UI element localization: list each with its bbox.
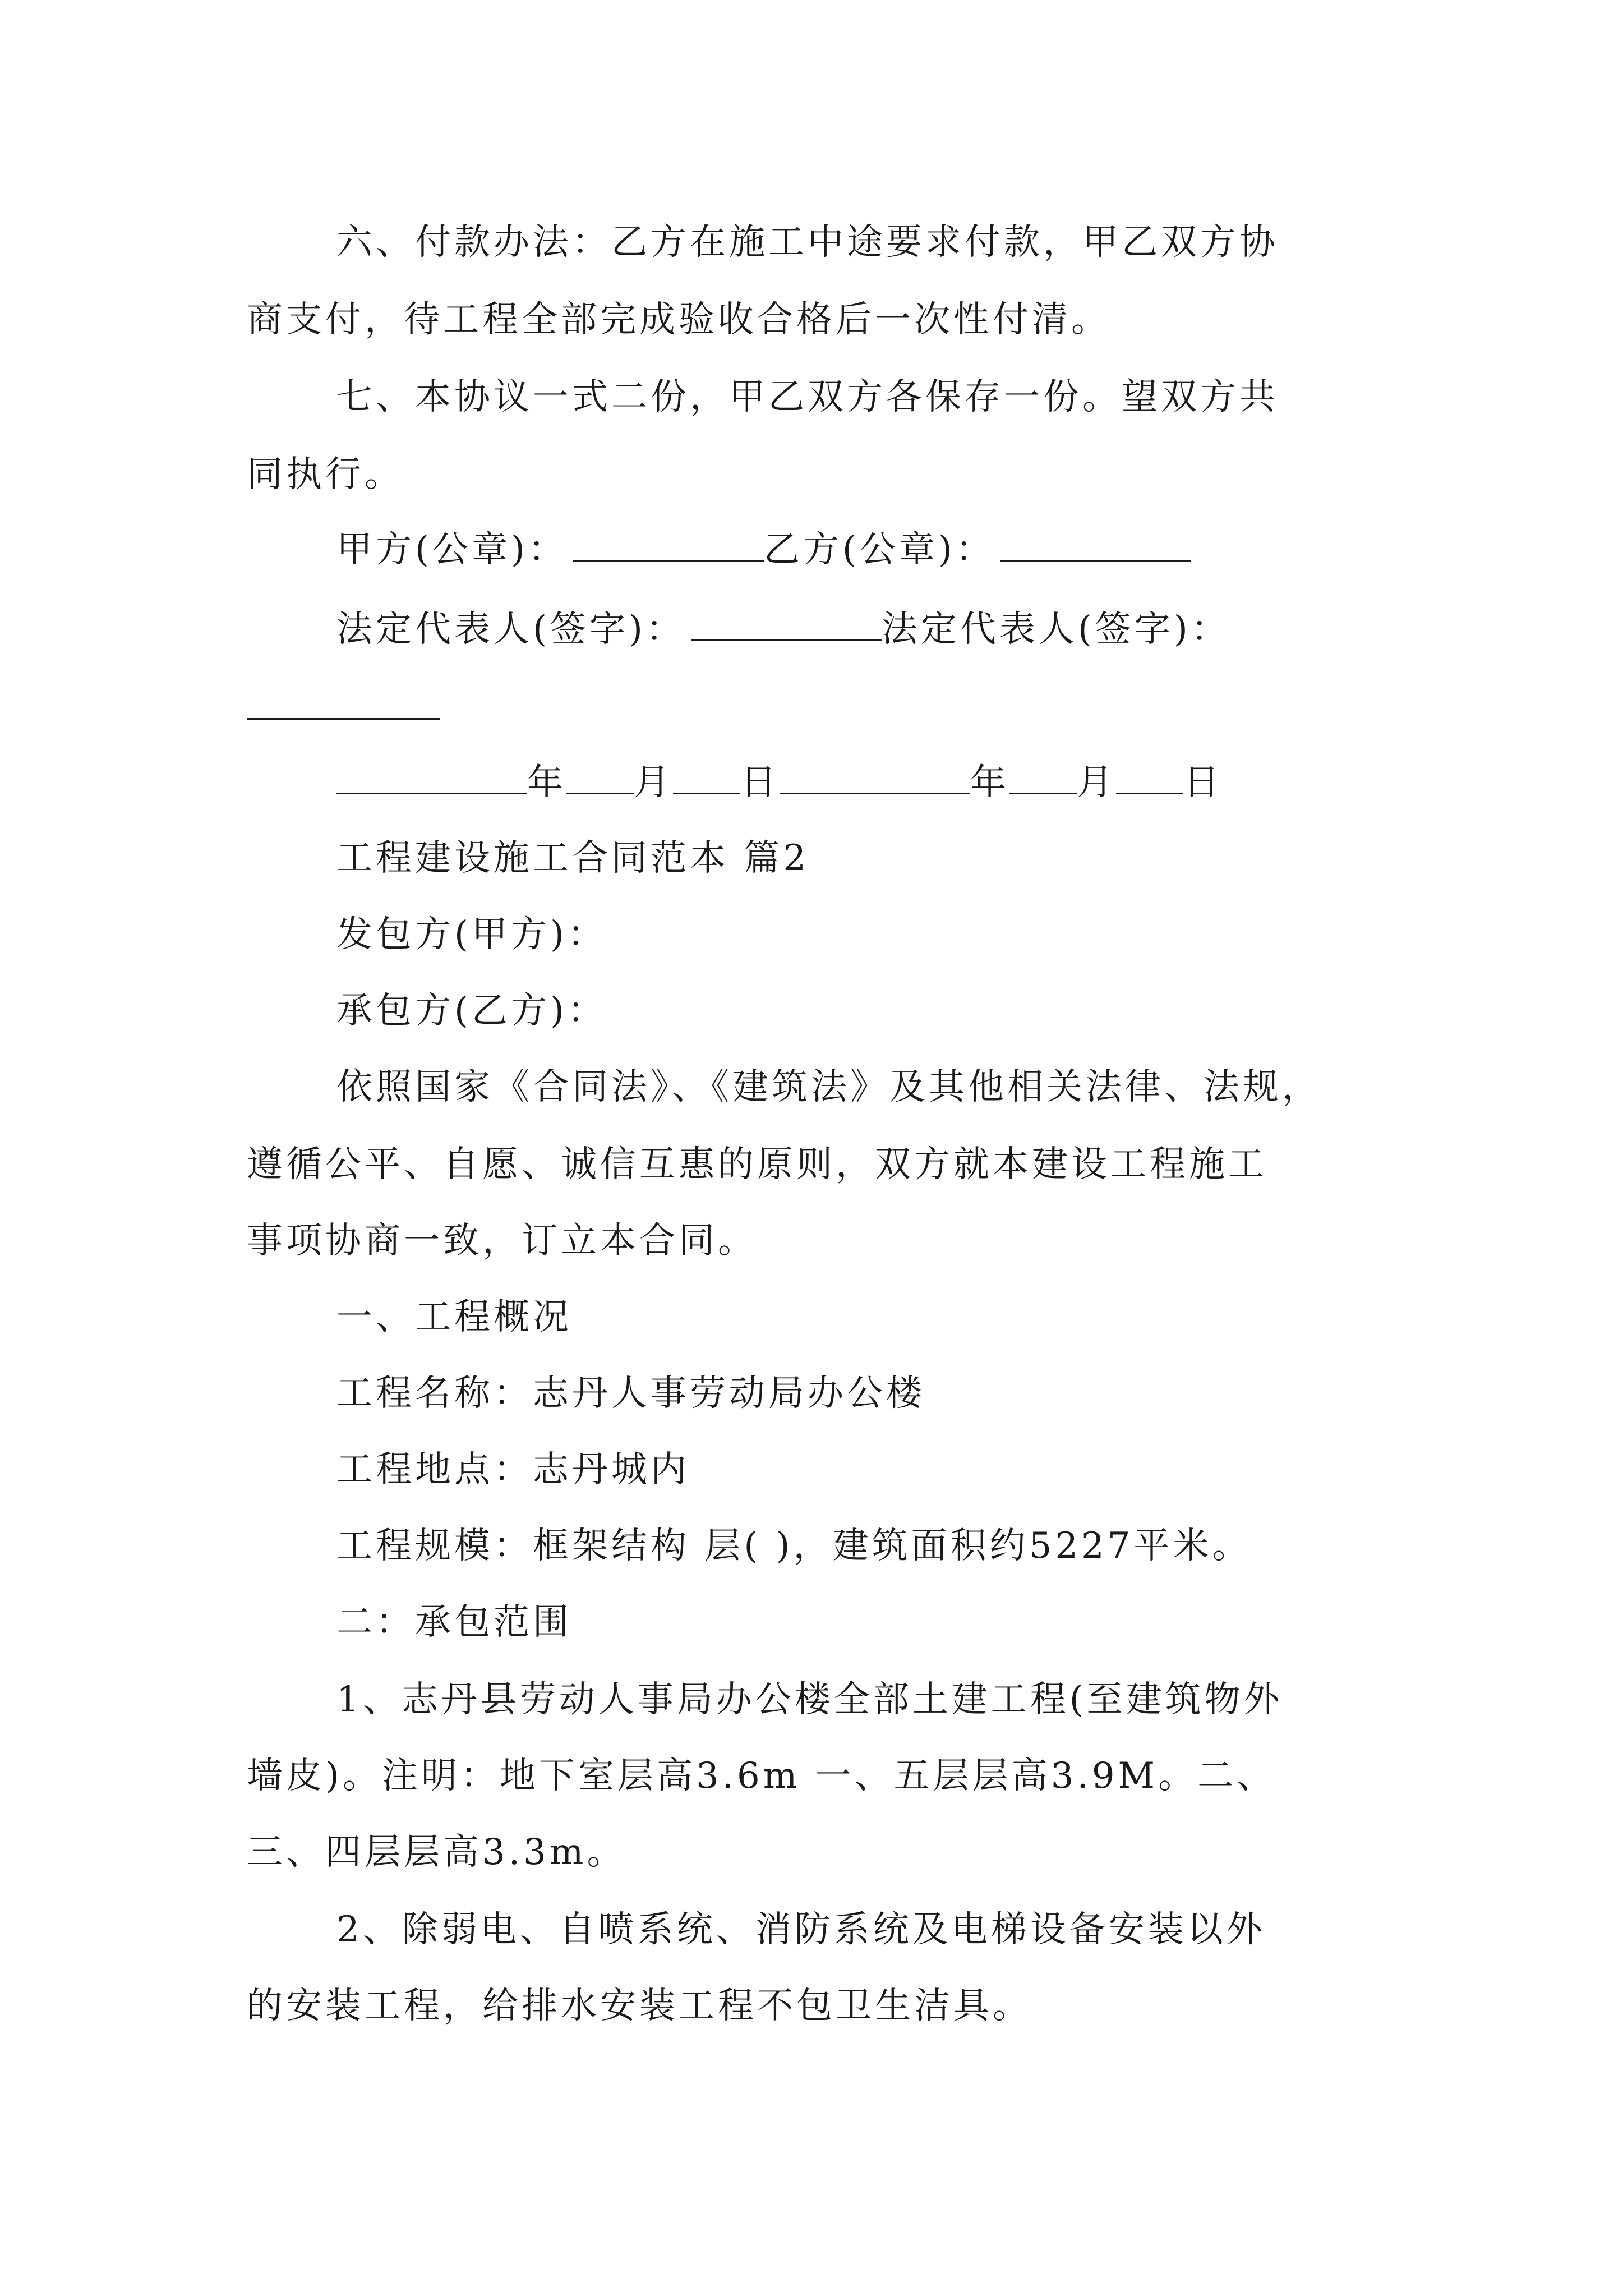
- party-a-seal-label: 甲方(公章)：: [336, 529, 568, 570]
- party-b-seal-blank: [1000, 528, 1191, 562]
- project-scale: 工程规模：框架结构 层( )，建筑面积约5227平米。: [336, 1525, 1252, 1567]
- paragraph-payment-line-2: 商支付，待工程全部完成验收合格后一次性付清。: [247, 299, 1110, 341]
- party-a-seal-blank: [573, 528, 764, 562]
- seal-row: [336, 527, 1191, 572]
- party-b-seal-label: 乙方(公章)：: [763, 529, 995, 570]
- date-a-month-label: 月: [634, 762, 673, 803]
- overview-heading: 一、工程概况: [336, 1296, 572, 1338]
- date-b-day-blank: [1116, 761, 1183, 794]
- project-location: 工程地点：志丹城内: [336, 1449, 690, 1490]
- date-b-year-blank: [780, 761, 970, 794]
- date-b-month-blank: [1009, 761, 1077, 794]
- paragraph-payment-line-1: 六、付款办法：乙方在施工中途要求付款，甲乙双方协: [336, 222, 1279, 263]
- date-b-year-label: 年: [970, 762, 1009, 803]
- section-title: 工程建设施工合同范本 篇2: [336, 838, 810, 879]
- project-name: 工程名称：志丹人事劳动局办公楼: [336, 1373, 925, 1414]
- intro-line-1: 依照国家《合同法》、《建筑法》及其他相关法律、法规，: [336, 1066, 1321, 1108]
- employer-label: 发包方(甲方)：: [336, 914, 607, 955]
- date-b-day-label: 日: [1183, 762, 1223, 803]
- party-b-representative-blank: [247, 718, 440, 720]
- scope-heading: 二：承包范围: [336, 1602, 572, 1643]
- party-a-representative-label: 法定代表人(签字)：: [336, 609, 685, 650]
- date-a-month-blank: [566, 761, 634, 794]
- date-a-day-label: 日: [740, 762, 780, 803]
- contractor-label: 承包方(乙方)：: [336, 990, 607, 1032]
- scope-item-1-line-3: 三、四层层高3.3m。: [247, 1832, 626, 1873]
- date-row: [336, 760, 1223, 805]
- scope-item-2-line-2: 的安装工程，给排水安装工程不包卫生洁具。: [247, 1985, 1032, 2027]
- date-a-year-label: 年: [527, 762, 566, 803]
- party-a-representative-blank: [691, 608, 882, 641]
- date-b-month-label: 月: [1077, 762, 1116, 803]
- scope-item-2-line-1: 2、除弱电、自喷系统、消防系统及电梯设备安装以外: [336, 1909, 1266, 1950]
- representative-row: [336, 607, 1230, 652]
- scope-item-1-line-2: 墙皮)。注明：地下室层高3.6m 一、五层层高3.9M。二、: [247, 1755, 1276, 1797]
- date-a-day-blank: [673, 761, 740, 794]
- scope-item-1-line-1: 1、志丹县劳动人事局办公楼全部土建工程(至建筑物外: [336, 1679, 1283, 1720]
- paragraph-copies-line-1: 七、本协议一式二份，甲乙双方各保存一份。望双方共: [336, 376, 1279, 418]
- date-a-year-blank: [336, 761, 527, 794]
- intro-line-2: 遵循公平、自愿、诚信互惠的原则，双方就本建设工程施工: [247, 1144, 1267, 1185]
- intro-line-3: 事项协商一致，订立本合同。: [247, 1220, 757, 1262]
- party-b-representative-label: 法定代表人(签字)：: [881, 609, 1230, 650]
- paragraph-copies-line-2: 同执行。: [247, 454, 404, 495]
